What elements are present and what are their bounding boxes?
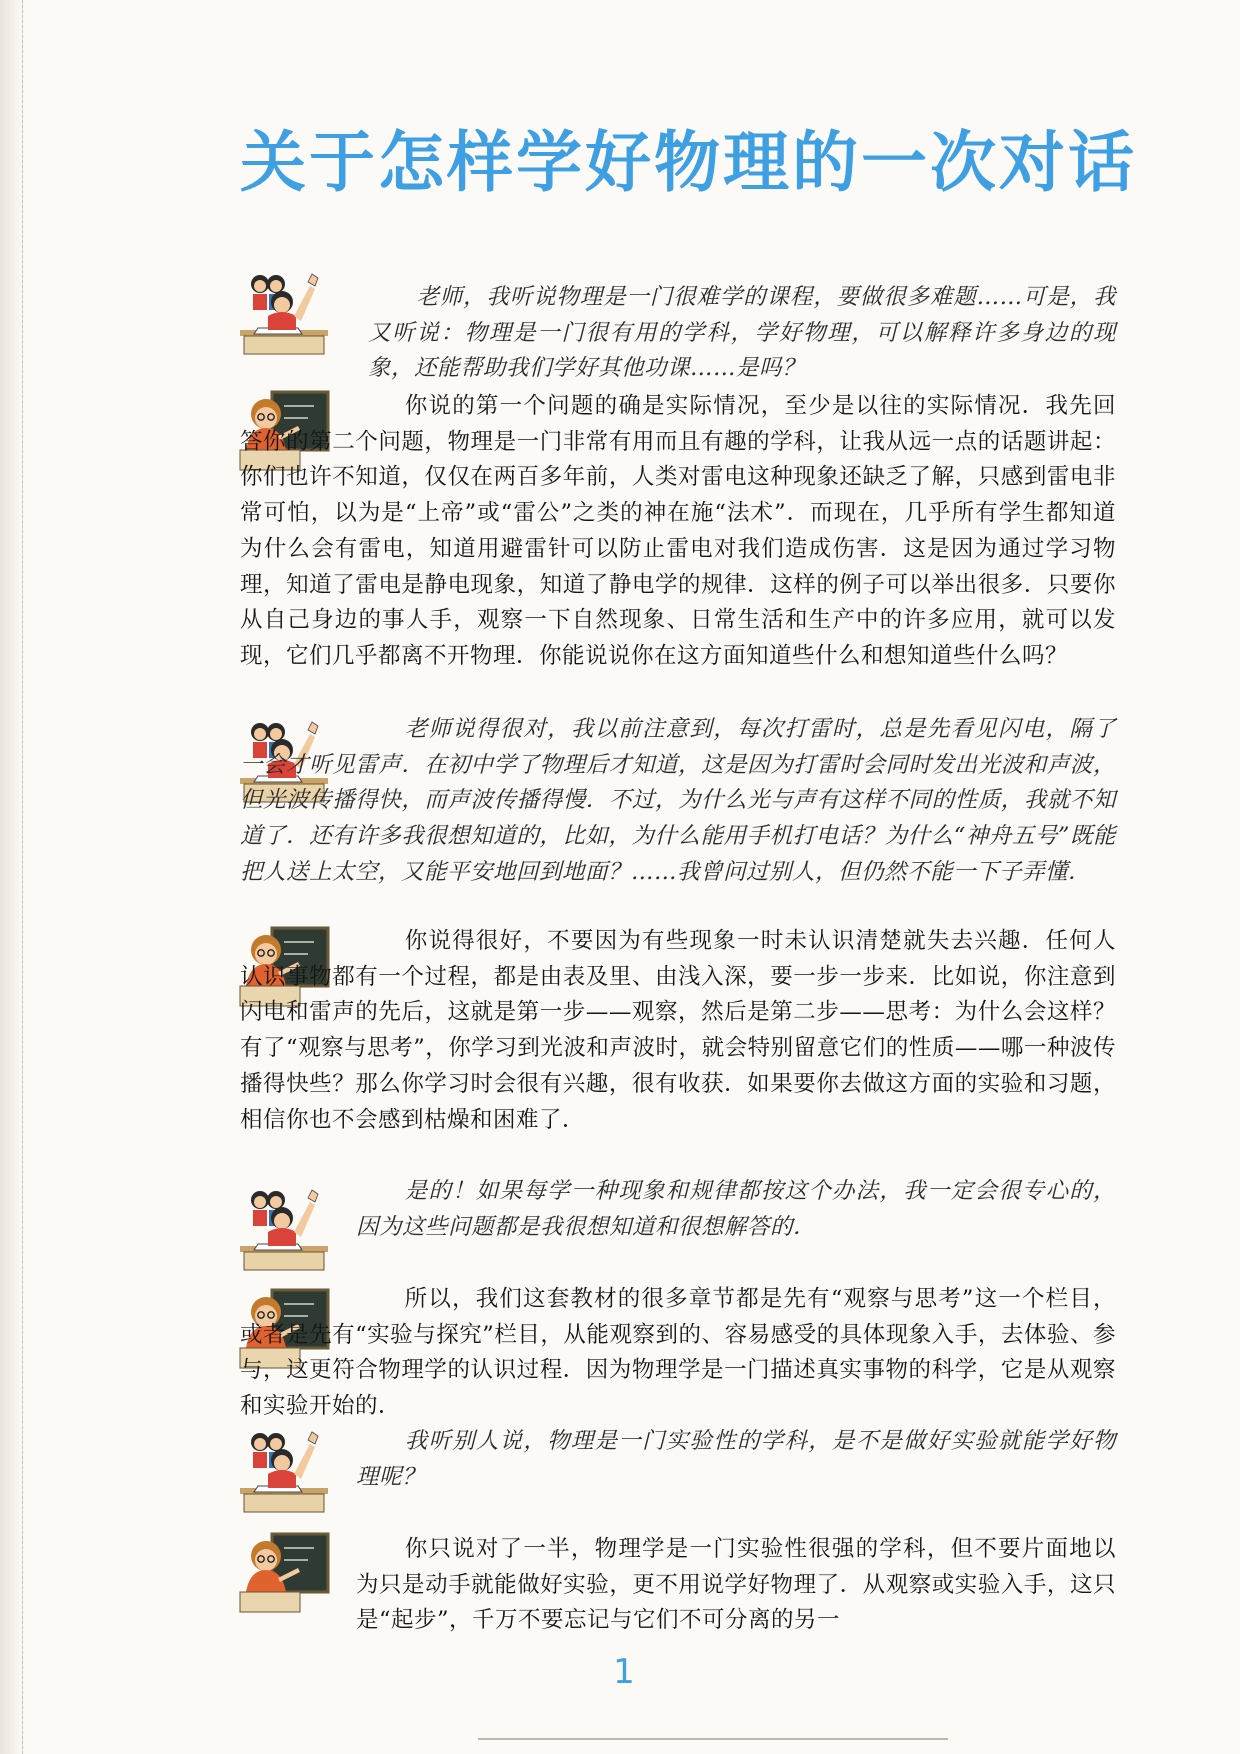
- footer-divider: [478, 1738, 948, 1740]
- dialogue-line-teacher-4: 你只说对了一半，物理学是一门实验性很强的学科，但不要片面地以为只是动手就能做好实验，更不用说学好物理了．从观察或实验入手，这只是“起步”，千万不要忘记与它们不可分离的另一: [356, 1536, 1116, 1634]
- dialogue-line-student-3: 是的！如果每学一种现象和规律都按这个办法，我一定会很专心的，因为这些问题都是我很想知道和很想解答的．: [356, 1178, 1116, 1240]
- page-number: 1: [613, 1652, 635, 1692]
- page-title: 关于怎样学好物理的一次对话: [240, 124, 1137, 201]
- dialogue-line-student-2: 老师说得很对，我以前注意到，每次打雷时，总是先看见闪电，隔了一会才听见雷声．在初中学了物理后才知道，这是因为打雷时会同时发出光波和声波，但光波传播得快，而声波传播得慢．不过，为什么光与声有这样不同的性质，我就不知道了．还有许多我很想知道的，比如，为什么能用手机打电话？为什么“神舟五号”既能把人送上太空，又能平安地回到地面？……我曾问过别人，但仍然不能一下子弄懂．: [240, 716, 1116, 885]
- teacher-at-blackboard-icon: [238, 1530, 330, 1616]
- page-binding-edge: [0, 0, 23, 1754]
- dialogue-line-teacher-2: 你说得很好，不要因为有些现象一时未认识清楚就失去兴趣．任何人认识事物都有一个过程，都是由表及里、由浅入深，要一步一步来．比如说，你注意到闪电和雷声的先后，这就是第一步——观察，然后是第二步——思考：为什么会这样？有了“观察与思考”，你学习到光波和声波时，就会特别留意它们的性质——哪一种波传播得快些？那么你学习时会很有兴趣，很有收获．如果要你去做这方面的实验和习题，相信你也不会感到枯燥和困难了．: [240, 928, 1116, 1133]
- dialogue-line-student-1: 老师，我听说物理是一门很难学的课程，要做很多难题……可是，我又听说：物理是一门很有用的学科，学好物理，可以解释许多身边的现象，还能帮助我们学好其他功课……是吗？: [368, 284, 1116, 382]
- dialogue-line-teacher-3: 所以，我们这套教材的很多章节都是先有“观察与思考”这一个栏目，或者是先有“实验与探究”栏目，从能观察到的、容易感受的具体现象入手，去体验、参与，这更符合物理学的认识过程．因为物理学是一门描述真实事物的科学，它是从观察和实验开始的．: [240, 1286, 1116, 1420]
- student-raising-hand-icon: [238, 1428, 330, 1514]
- student-raising-hand-icon: [238, 270, 330, 356]
- student-raising-hand-icon: [238, 1186, 330, 1272]
- dialogue-line-student-4: 我听别人说，物理是一门实验性的学科，是不是做好实验就能学好物理呢？: [356, 1428, 1116, 1490]
- dialogue-line-teacher-1: 你说的第一个问题的确是实际情况，至少是以往的实际情况．我先回答你的第二个问题，物理是一门非常有用而且有趣的学科，让我从远一点的话题讲起：你们也许不知道，仅仅在两百多年前，人类对雷电这种现象还缺乏了解，只感到雷电非常可怕，以为是“上帝”或“雷公”之类的神在施“法术”．而现在，几乎所有学生都知道为什么会有雷电，知道用避雷针可以防止雷电对我们造成伤害．这是因为通过学习物理，知道了雷电是静电现象，知道了静电学的规律．这样的例子可以举出很多．只要你从自己身边的事人手，观察一下自然现象、日常生活和生产中的许多应用，就可以发现，它们几乎都离不开物理．你能说说你在这方面知道些什么和想知道些什么吗？: [240, 393, 1116, 669]
